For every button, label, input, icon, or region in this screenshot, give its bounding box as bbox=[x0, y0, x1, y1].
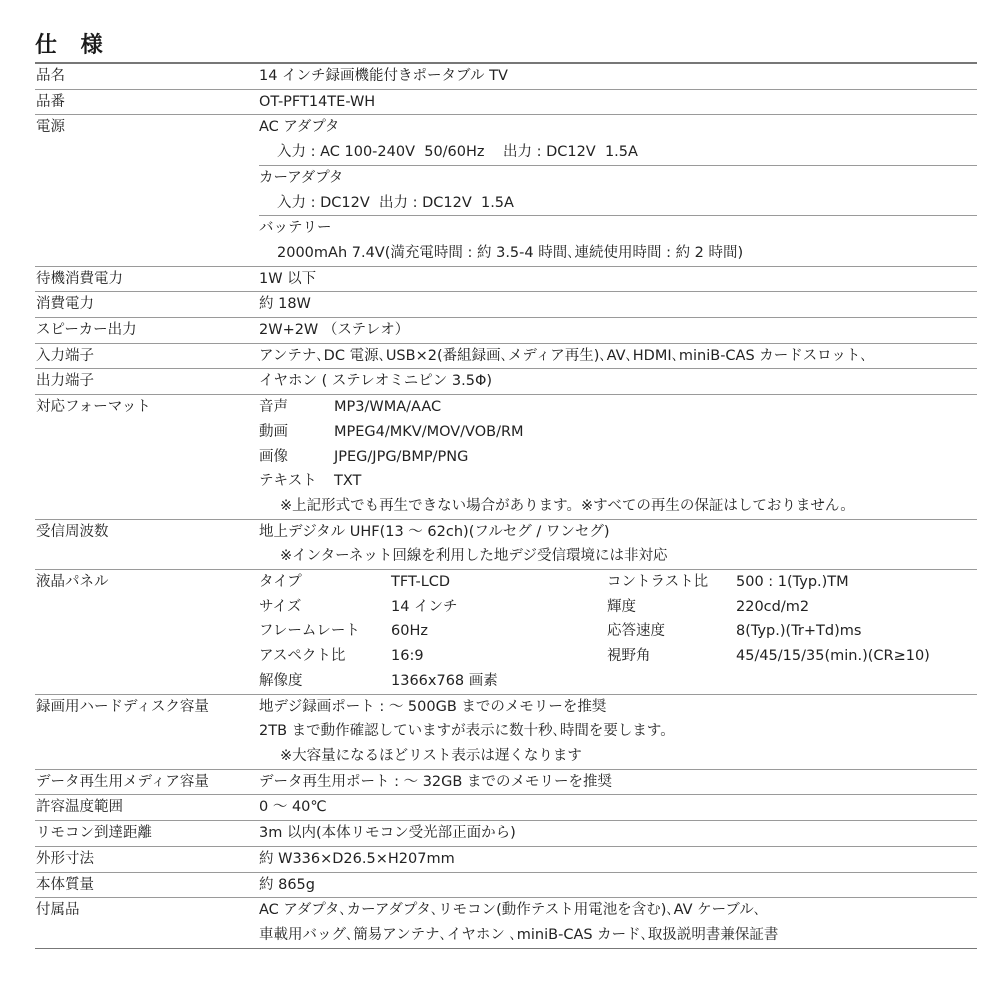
panel-value: 1366x768 画素 bbox=[391, 672, 498, 689]
group-detail: 入力 : DC12V 出力 : DC12V 1.5A bbox=[277, 194, 514, 211]
spec-value bbox=[259, 64, 977, 89]
spec-label: 電源 bbox=[36, 119, 65, 136]
format-pair bbox=[259, 469, 977, 494]
group-heading: バッテリー bbox=[259, 220, 332, 237]
spec-label: 品番 bbox=[36, 93, 65, 110]
panel-value: 60Hz bbox=[391, 623, 428, 640]
spec-value bbox=[259, 115, 977, 265]
spec-value bbox=[259, 898, 977, 947]
spec-label: 許容温度範囲 bbox=[36, 799, 123, 816]
spec-value bbox=[259, 821, 977, 846]
group-detail: 2000mAh 7.4V(満充電時間 : 約 3.5-4 時間､連続使用時間 : 約 2 時間) bbox=[277, 244, 744, 261]
spec-value bbox=[259, 90, 977, 115]
spec-label: 付属品 bbox=[36, 902, 80, 919]
spec-row bbox=[35, 872, 977, 898]
panel-key: 視野角 bbox=[607, 648, 651, 665]
spec-row bbox=[35, 291, 977, 317]
group-detail: 入力 : AC 100-240V 50/60Hz 出力 : DC12V 1.5A bbox=[277, 144, 638, 161]
panel-key bbox=[607, 669, 736, 694]
value-line: 車載用バッグ､簡易アンテナ､イヤホン ､miniB-CAS カード､取扱説明書兼保証書 bbox=[259, 926, 779, 943]
panel-key: 輝度 bbox=[607, 598, 636, 615]
spec-row bbox=[35, 519, 977, 569]
format-list: MPEG4/MKV/MOV/VOB/RM bbox=[334, 423, 524, 440]
spec-value bbox=[259, 847, 977, 872]
panel-grid bbox=[259, 570, 977, 694]
spec-row bbox=[35, 694, 977, 769]
spec-row bbox=[35, 89, 977, 115]
panel-value: 8(Typ.)(Tr+Td)ms bbox=[736, 623, 862, 640]
spec-value bbox=[259, 292, 977, 317]
spec-row bbox=[35, 897, 977, 947]
panel-value: 500 : 1(Typ.)TM bbox=[736, 574, 849, 591]
spec-label: 録画用ハードディスク容量 bbox=[36, 698, 209, 715]
value-line: 0 ～ 40℃ bbox=[259, 799, 327, 816]
spec-table bbox=[35, 62, 977, 949]
value-line: 約 865g bbox=[259, 876, 315, 893]
spec-value bbox=[259, 369, 977, 394]
spec-label: 入力端子 bbox=[36, 347, 94, 364]
value-group bbox=[259, 165, 977, 215]
value-line: 14 インチ録画機能付きポータブル TV bbox=[259, 68, 508, 84]
spec-label: 消費電力 bbox=[36, 296, 94, 313]
format-list: MP3/WMA/AAC bbox=[334, 399, 442, 416]
value-group bbox=[259, 115, 977, 164]
spec-label: 対応フォーマット bbox=[36, 399, 151, 416]
panel-value: TFT-LCD bbox=[391, 574, 451, 591]
spec-value bbox=[259, 520, 977, 569]
panel-key: 応答速度 bbox=[607, 623, 665, 640]
spec-value bbox=[259, 873, 977, 898]
spec-label: リモコン到達距離 bbox=[36, 825, 152, 842]
spec-row bbox=[35, 394, 977, 519]
spec-value bbox=[259, 318, 977, 343]
spec-value bbox=[259, 395, 977, 519]
format-type: 音声 bbox=[259, 399, 288, 416]
spec-row bbox=[35, 769, 977, 795]
format-note: ※上記形式でも再生できない場合があります。※すべての再生の保証はしておりません。 bbox=[280, 497, 855, 514]
value-line: 2TB まで動作確認していますが表示に数十秒､時間を要します。 bbox=[259, 723, 675, 740]
spec-row bbox=[35, 317, 977, 343]
value-line: データ再生用ポート : ～ 32GB までのメモリーを推奨 bbox=[259, 773, 612, 790]
value-line: 約 18W bbox=[259, 296, 311, 313]
spec-label: 液晶パネル bbox=[36, 574, 109, 591]
panel-key: サイズ bbox=[259, 598, 302, 615]
spec-row bbox=[35, 846, 977, 872]
spec-label: スピーカー出力 bbox=[36, 322, 137, 339]
panel-key: 解像度 bbox=[259, 672, 303, 689]
spec-label: 品名 bbox=[36, 68, 65, 84]
format-pair bbox=[259, 445, 977, 470]
spec-row bbox=[35, 794, 977, 820]
spec-row bbox=[35, 820, 977, 846]
spec-label: 受信周波数 bbox=[36, 523, 109, 540]
format-type: テキスト bbox=[259, 473, 317, 490]
panel-value: 220cd/m2 bbox=[736, 598, 810, 615]
spec-label: 出力端子 bbox=[36, 373, 94, 390]
spec-value bbox=[259, 695, 977, 769]
value-line: OT-PFT14TE-WH bbox=[259, 93, 376, 110]
spec-label: 外形寸法 bbox=[36, 850, 94, 867]
value-line: 2W+2W （ステレオ） bbox=[259, 322, 410, 339]
spec-label: 本体質量 bbox=[36, 876, 94, 893]
panel-key: タイプ bbox=[259, 574, 302, 591]
panel-key: アスペクト比 bbox=[259, 648, 346, 665]
page-title: 仕 様 bbox=[35, 33, 111, 58]
spec-value bbox=[259, 770, 977, 795]
value-line: 地上デジタル UHF(13 ～ 62ch)(フルセグ / ワンセグ) bbox=[259, 523, 610, 540]
spec-row bbox=[35, 266, 977, 292]
spec-label: 待機消費電力 bbox=[36, 270, 123, 287]
spec-label: データ再生用メディア容量 bbox=[36, 773, 209, 790]
value-line: アンテナ､DC 電源､USB×2(番組録画､メディア再生)､AV､HDMI､miniB-CAS カードスロット､ bbox=[259, 347, 868, 364]
spec-value bbox=[259, 795, 977, 820]
panel-value: 14 インチ bbox=[391, 598, 458, 615]
format-pair bbox=[259, 395, 977, 420]
value-line: 1W 以下 bbox=[259, 270, 317, 287]
spec-row bbox=[35, 569, 977, 694]
value-note: ※インターネット回線を利用した地デジ受信環境には非対応 bbox=[280, 548, 668, 565]
spec-row bbox=[35, 64, 977, 89]
value-line: AC アダプタ､カーアダプタ､リモコン(動作テスト用電池を含む)､AV ケーブル､ bbox=[259, 902, 762, 919]
panel-key: フレームレート bbox=[259, 623, 360, 640]
spec-value bbox=[259, 344, 977, 369]
group-heading: カーアダプタ bbox=[259, 169, 344, 186]
value-line: 3m 以内(本体リモコン受光部正面から) bbox=[259, 825, 516, 842]
spec-value bbox=[259, 570, 977, 694]
spec-row bbox=[35, 343, 977, 369]
panel-value bbox=[736, 669, 977, 694]
format-list: JPEG/JPG/BMP/PNG bbox=[334, 448, 469, 465]
spec-value bbox=[259, 267, 977, 292]
value-line: 約 W336×D26.5×H207mm bbox=[259, 850, 455, 867]
spec-row bbox=[35, 114, 977, 265]
group-heading: AC アダプタ bbox=[259, 119, 340, 136]
format-type: 画像 bbox=[259, 448, 288, 465]
format-list: TXT bbox=[334, 473, 362, 490]
value-line: イヤホン ( ステレオミニピン 3.5Φ) bbox=[259, 373, 493, 390]
value-group bbox=[259, 215, 977, 265]
format-pair bbox=[259, 420, 977, 445]
panel-value: 45/45/15/35(min.)(CR≥10) bbox=[736, 648, 930, 665]
format-type: 動画 bbox=[259, 423, 288, 440]
value-note: ※大容量になるほどリスト表示は遅くなります bbox=[280, 747, 582, 764]
panel-value: 16:9 bbox=[391, 648, 424, 665]
panel-key: コントラスト比 bbox=[607, 574, 709, 591]
spec-row bbox=[35, 368, 977, 394]
value-line: 地デジ録画ポート : ～ 500GB までのメモリーを推奨 bbox=[259, 698, 607, 715]
